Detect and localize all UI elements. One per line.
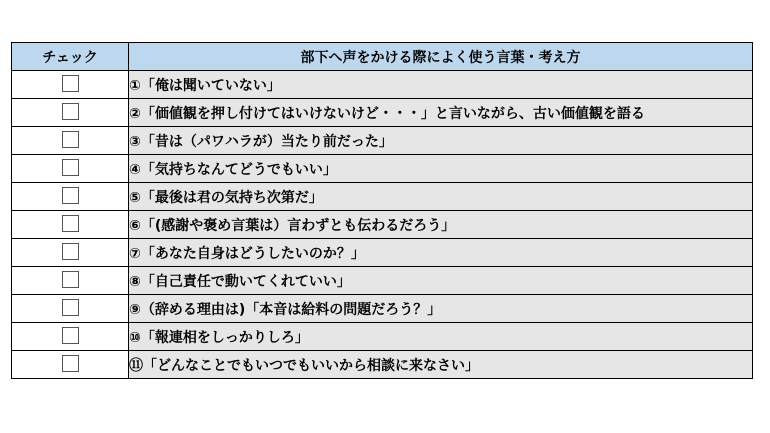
- checkbox[interactable]: [62, 243, 79, 260]
- phrase-cell: ⑧「自己責任で動いてくれていい」: [129, 267, 753, 295]
- check-cell: [12, 239, 129, 267]
- check-cell: [12, 267, 129, 295]
- checkbox[interactable]: [62, 75, 79, 92]
- check-cell: [12, 183, 129, 211]
- phrase-cell: ④「気持ちなんてどうでもいい」: [129, 155, 753, 183]
- checkbox[interactable]: [62, 103, 79, 120]
- phrase-cell: ⑩「報連相をしっかりしろ」: [129, 323, 753, 351]
- check-cell: [12, 99, 129, 127]
- checkbox[interactable]: [62, 159, 79, 176]
- table-row: [12, 239, 753, 267]
- phrase-cell: ⑥「(感謝や褒め言葉は）言わずとも伝わるだろう」: [129, 211, 753, 239]
- phrase-cell: ⑪「どんなことでもいつでもいいから相談に来なさい」: [129, 351, 753, 379]
- table-row: [12, 351, 753, 379]
- table-row: [12, 267, 753, 295]
- table-row: [12, 155, 753, 183]
- checkbox[interactable]: [62, 187, 79, 204]
- header-row: [12, 43, 753, 71]
- check-cell: [12, 155, 129, 183]
- header-topic: 部下へ声をかける際によく使う言葉・考え方: [129, 43, 753, 71]
- phrase-cell: ①「俺は聞いていない」: [129, 71, 753, 99]
- phrase-cell: ⑤「最後は君の気持ち次第だ」: [129, 183, 753, 211]
- check-cell: [12, 295, 129, 323]
- checkbox[interactable]: [62, 131, 79, 148]
- phrase-cell: ⑨（辞める理由は)「本音は給料の問題だろう？」: [129, 295, 753, 323]
- phrase-cell: ⑦「あなた自身はどうしたいのか？」: [129, 239, 753, 267]
- checkbox[interactable]: [62, 355, 79, 372]
- table-row: [12, 211, 753, 239]
- checkbox[interactable]: [62, 215, 79, 232]
- check-cell: [12, 351, 129, 379]
- check-cell: [12, 127, 129, 155]
- phrase-cell: ③「昔は（パワハラが）当たり前だった」: [129, 127, 753, 155]
- table-row: [12, 71, 753, 99]
- table-row: [12, 127, 753, 155]
- check-cell: [12, 71, 129, 99]
- check-cell: [12, 323, 129, 351]
- table-row: [12, 183, 753, 211]
- checkbox[interactable]: [62, 299, 79, 316]
- table-row: [12, 295, 753, 323]
- table-row: [12, 323, 753, 351]
- phrase-cell: ②「価値観を押し付けてはいけないけど・・・」と言いながら、古い価値観を語る: [129, 99, 753, 127]
- check-cell: [12, 211, 129, 239]
- checklist-table: [11, 42, 753, 379]
- checkbox[interactable]: [62, 271, 79, 288]
- table-row: [12, 99, 753, 127]
- checkbox[interactable]: [62, 327, 79, 344]
- header-check: チェック: [12, 43, 129, 71]
